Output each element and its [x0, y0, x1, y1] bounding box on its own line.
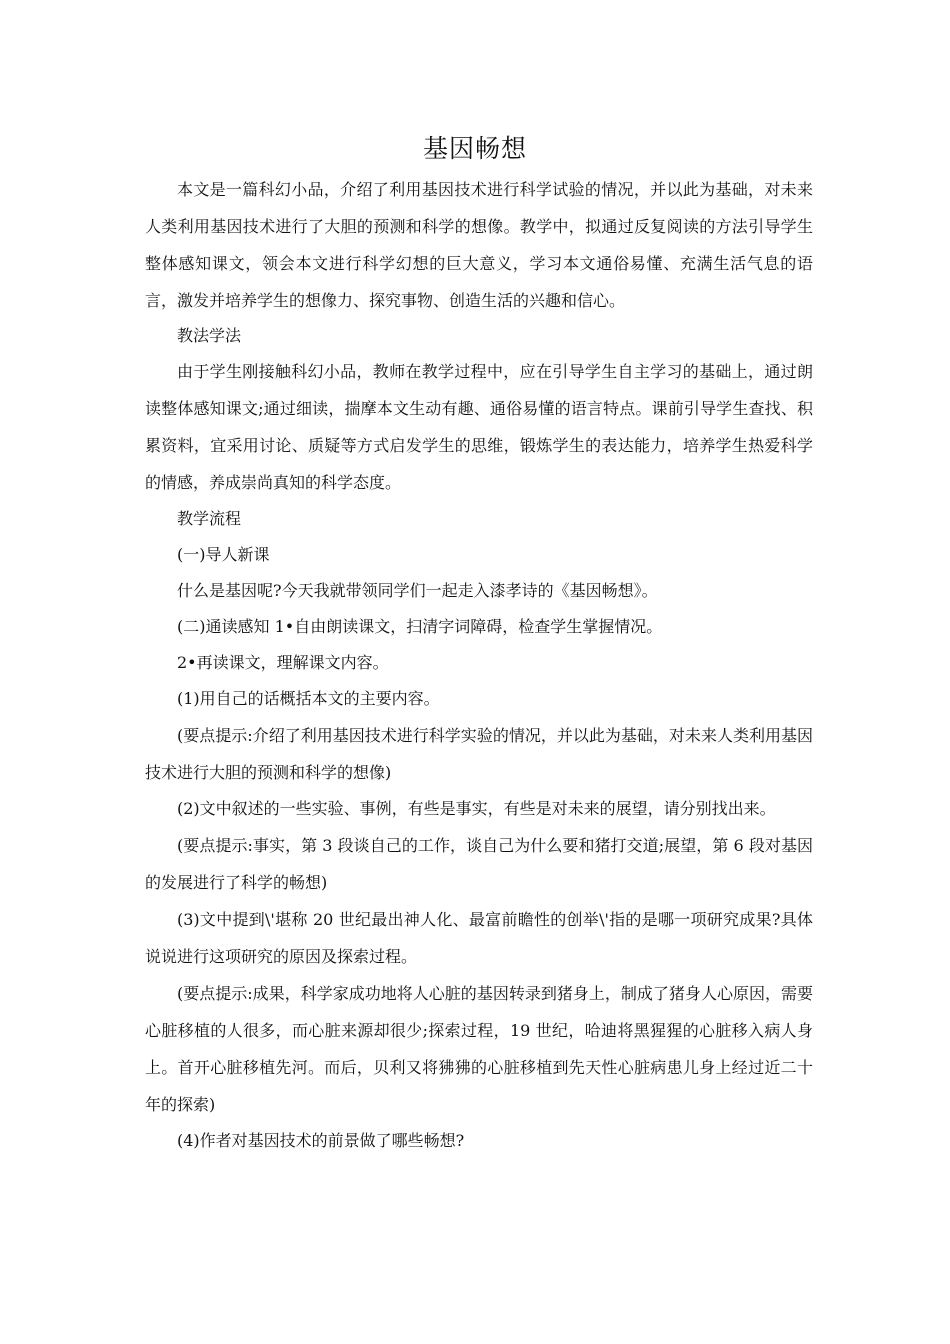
question-2: (2)文中叙述的一些实验、事例，有些是事实，有些是对未来的展望，请分别找出来。 — [177, 799, 776, 818]
section-introduction: (一)导人新课 — [177, 545, 270, 564]
hint-1: (要点提示:介绍了利用基因技术进行科学实验的情况，并以此为基础，对未来人类利用基因技术进行大胆的预测和科学的想像) — [145, 726, 813, 782]
question-4: (4)作者对基因技术的前景做了哪些畅想? — [177, 1131, 465, 1150]
hint-3: (要点提示:成果，科学家成功地将人心脏的基因转录到猪身上，制成了猪身人心原因，需要心脏移植的人很多，而心脏来源却很少;探索过程，19 世纪，哈迪将黑猩猩的心脏移入病人身上。首开心脏移植先河。而后，贝利又将狒狒的心脏移植到先天性心脏病患儿身上经过近二十年的探索) — [145, 984, 813, 1114]
heading-teaching-methods: 教法学法 — [177, 326, 242, 345]
paragraph-teaching-methods: 由于学生刚接触科幻小品，教师在教学过程中，应在引导学生自主学习的基础上，通过朗读整体感知课文;通过细读，揣摩本文生动有趣、通俗易懂的语言特点。课前引导学生查找、积累资料，宜采用讨论、质疑等方式启发学生的思维，锻炼学生的表达能力，培养学生热爱科学的情感，养成崇尚真知的科学态度。 — [145, 362, 813, 492]
paragraph-introduction: 什么是基因呢?今天我就带领同学们一起走入漆孝诗的《基因畅想》。 — [177, 581, 658, 600]
hint-2: (要点提示:事实，第 3 段谈自己的工作，谈自己为什么要和猪打交道;展望，第 6 段对基因的发展进行了科学的畅想) — [145, 836, 813, 892]
step-reread: 2•再读课文，理解课文内容。 — [177, 653, 389, 672]
paragraph-intro: 本文是一篇科幻小品，介绍了利用基因技术进行科学试验的情况，并以此为基础，对未来人类利用基因技术进行了大胆的预测和科学的想像。教学中，拟通过反复阅读的方法引导学生整体感知课文，领会本文进行科学幻想的巨大意义，学习本文通俗易懂、充满生活气息的语言，激发并培养学生的想像力、探究事物、创造生活的兴趣和信心。 — [145, 180, 813, 310]
document-body — [145, 171, 813, 1159]
question-3: (3)文中提到\'堪称 20 世纪最出神人化、最富前瞻性的创举\'指的是哪一项研究成果?具体说说进行这项研究的原因及探索过程。 — [145, 910, 813, 966]
heading-teaching-process: 教学流程 — [177, 509, 242, 528]
document-title: 基因畅想 — [422, 134, 527, 163]
section-reading: (二)通读感知 1•自由朗读课文，扫清字词障碍，检查学生掌握情况。 — [177, 617, 663, 636]
question-1: (1)用自己的话概括本文的主要内容。 — [177, 689, 440, 708]
